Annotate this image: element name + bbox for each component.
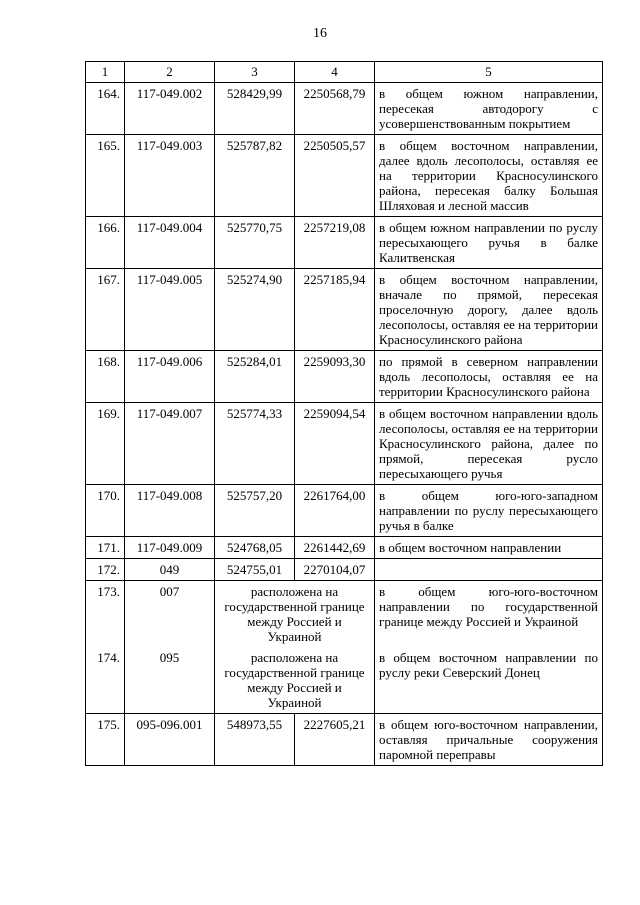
table-row (86, 403, 603, 485)
boundary-description: в общем южном направлении по руслу пересыхающего ручья в балке Калитвенская (375, 217, 603, 269)
row-number: 171. (86, 537, 125, 559)
table-row (86, 647, 603, 714)
coord-x: 548973,55 (215, 714, 295, 766)
boundary-description: в общем юго-юго-восточном направлении по государственной границе между Россией и Украиной (375, 581, 603, 648)
coord-y: 2257219,08 (295, 217, 375, 269)
point-code: 117-049.007 (125, 403, 215, 485)
table-header-row (86, 62, 603, 83)
table-row (86, 581, 603, 648)
row-number: 169. (86, 403, 125, 485)
coord-y: 2259093,30 (295, 351, 375, 403)
coord-y: 2261764,00 (295, 485, 375, 537)
row-number: 172. (86, 559, 125, 581)
boundary-description: в общем южном направлении, пересекая автодорогу с усовершенствованным покрытием (375, 83, 603, 135)
coord-x: 525770,75 (215, 217, 295, 269)
table-row (86, 217, 603, 269)
point-code: 117-049.005 (125, 269, 215, 351)
table-row (86, 269, 603, 351)
table-row (86, 559, 603, 581)
table-row (86, 351, 603, 403)
point-code: 049 (125, 559, 215, 581)
boundary-description: в общем юго-восточном направлении, оставляя причальные сооружения паромной переправы (375, 714, 603, 766)
boundary-description: в общем юго-юго-западном направлении по руслу пересыхающего ручья в балке (375, 485, 603, 537)
point-code: 117-049.002 (125, 83, 215, 135)
page-number: 16 (313, 26, 327, 41)
point-code: 095-096.001 (125, 714, 215, 766)
point-code: 117-049.008 (125, 485, 215, 537)
boundary-description: в общем восточном направлении (375, 537, 603, 559)
header-col-5: 5 (375, 62, 603, 83)
coord-y: 2250568,79 (295, 83, 375, 135)
row-number: 166. (86, 217, 125, 269)
boundary-description: в общем восточном направлении, вначале по прямой, пересекая проселочную дорогу, далее вдоль лесополосы, оставляя ее на территории Красносулинского района (375, 269, 603, 351)
row-number: 173. (86, 581, 125, 648)
table-row (86, 485, 603, 537)
row-number: 175. (86, 714, 125, 766)
coord-x: 525787,82 (215, 135, 295, 217)
table-row (86, 537, 603, 559)
coord-x: 525757,20 (215, 485, 295, 537)
row-number: 167. (86, 269, 125, 351)
table-row (86, 83, 603, 135)
boundary-description (375, 559, 603, 581)
row-number: 174. (86, 647, 125, 714)
coord-x: 525284,01 (215, 351, 295, 403)
table-row (86, 714, 603, 766)
table-row (86, 135, 603, 217)
point-code: 117-049.004 (125, 217, 215, 269)
boundary-description: в общем восточном направлении вдоль лесополосы, оставляя ее на территории Красносулинского района, далее по прямой, пересекая русло пересыхающего ручья (375, 403, 603, 485)
header-col-3: 3 (215, 62, 295, 83)
header-col-2: 2 (125, 62, 215, 83)
coord-y: 2259094,54 (295, 403, 375, 485)
point-code: 095 (125, 647, 215, 714)
point-code: 117-049.006 (125, 351, 215, 403)
coord-y: 2227605,21 (295, 714, 375, 766)
boundary-points-table (85, 61, 603, 766)
coord-x: 525774,33 (215, 403, 295, 485)
row-number: 170. (86, 485, 125, 537)
boundary-description: в общем восточном направлении, далее вдоль лесополосы, оставляя ее на территории Красносулинского района, пересекая балку Большая Шляховая и лесной массив (375, 135, 603, 217)
coord-x: 524755,01 (215, 559, 295, 581)
point-code: 117-049.009 (125, 537, 215, 559)
point-code: 007 (125, 581, 215, 648)
header-col-4: 4 (295, 62, 375, 83)
coord-y: 2270104,07 (295, 559, 375, 581)
coord-y: 2257185,94 (295, 269, 375, 351)
coord-x: 524768,05 (215, 537, 295, 559)
point-location-note: расположена на государственной границе между Россией и Украиной (215, 581, 375, 648)
row-number: 164. (86, 83, 125, 135)
coord-x: 528429,99 (215, 83, 295, 135)
coord-y: 2261442,69 (295, 537, 375, 559)
boundary-description: по прямой в северном направлении вдоль лесополосы, оставляя ее на территории Красносулинского района (375, 351, 603, 403)
row-number: 165. (86, 135, 125, 217)
coord-x: 525274,90 (215, 269, 295, 351)
row-number: 168. (86, 351, 125, 403)
boundary-description: в общем восточном направлении по руслу реки Северский Донец (375, 647, 603, 714)
header-col-1: 1 (86, 62, 125, 83)
coord-y: 2250505,57 (295, 135, 375, 217)
point-location-note: расположена на государственной границе между Россией и Украиной (215, 647, 375, 714)
point-code: 117-049.003 (125, 135, 215, 217)
